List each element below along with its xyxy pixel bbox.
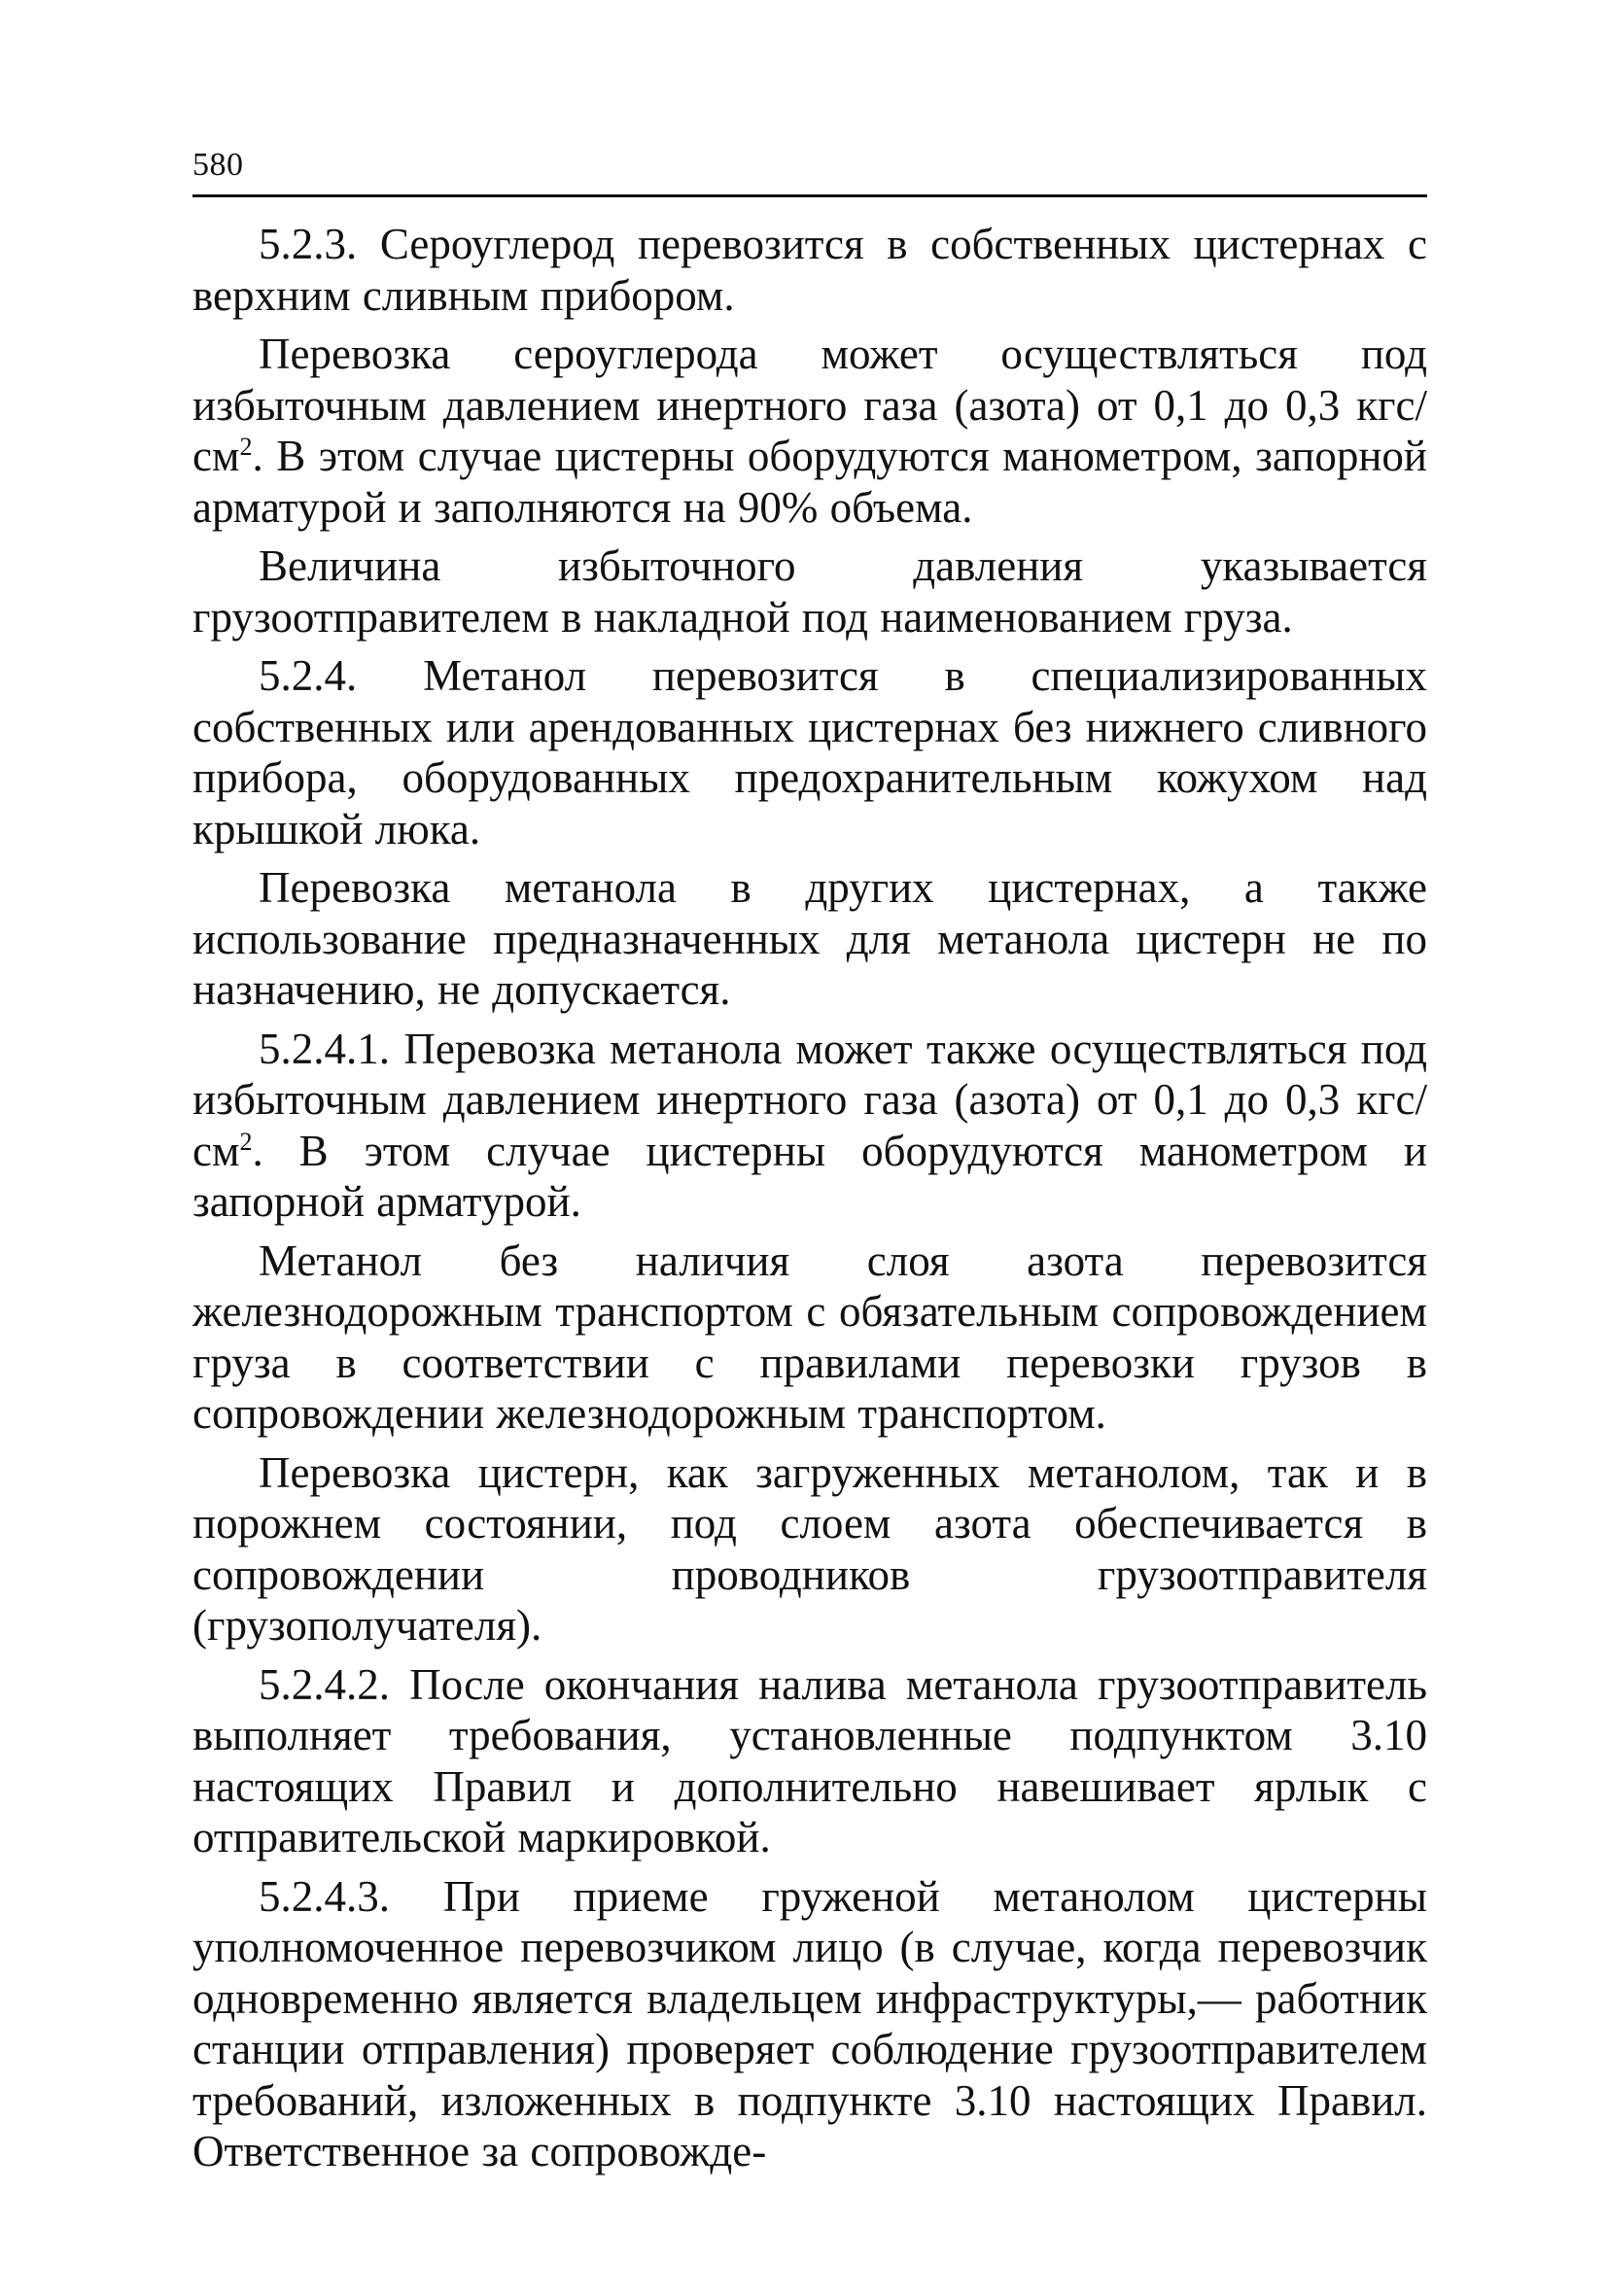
paragraph-5-2-3: 5.2.3. Сероуглерод перевозится в собственных цистернах с верхним сливным прибором. xyxy=(192,220,1427,320)
page-number: 580 xyxy=(192,147,244,183)
paragraph-methanol-without-nitrogen: Метанол без наличия слоя азота перевозится железнодорожным транспортом с обязательным сопровождением груза в соответствии с правилами перевозки грузов в сопровождении железнодорожным транспортом. xyxy=(192,1235,1427,1438)
paragraph-pressure-value: Величина избыточного давления указывается грузоотправителем в накладной под наименованием груза. xyxy=(192,541,1427,642)
superscript: 2 xyxy=(239,433,253,461)
paragraph-5-2-4-1: 5.2.4.1. Перевозка метанола может также осуществляться под избыточным давлением инертного газа (азота) от 0,1 до 0,3 кгс/$см^2$. В этом случае цистерны оборудуются манометром и запорной арматурой. xyxy=(192,1024,1427,1226)
paragraph-5-2-4-2: 5.2.4.2. После окончания налива метанола грузоотправитель выполняет требования, установленные подпунктом 3.10 настоящих Правил и дополнительно навешивает ярлык с отправительской маркировкой. xyxy=(192,1659,1427,1861)
document-page xyxy=(192,146,1427,2185)
superscript: 2 xyxy=(239,1127,253,1156)
paragraph-5-2-4: 5.2.4. Метанол перевозится в специализированных собственных или арендованных цистернах без нижнего сливного прибора, оборудованных предохранительным кожухом над крышкой люка. xyxy=(192,651,1427,853)
paragraph-carbon-disulfide-pressure: Перевозка сероуглерода может осуществляться под избыточным давлением инертного газа (азота) от 0,1 до 0,3 кгс/$см^2$. В этом случае цистерны оборудуются манометром, запорной арматурой и заполняются на 90% объема. xyxy=(192,330,1427,532)
paragraph-5-2-4-3: 5.2.4.3. При приеме груженой метанолом цистерны уполномоченное перевозчиком лицо (в случае, когда перевозчик одновременно является владельцем инфраструктуры,— работник станции отправления) проверяет соблюдение грузоотправителем требований, изложенных в подпункте 3.10 настоящих Правил. Ответственное за сопровожде- xyxy=(192,1871,1427,2175)
paragraph-tank-transport-escort: Перевозка цистерн, как загруженных метанолом, так и в порожнем состоянии, под слоем азота обеспечивается в сопровождении проводников грузоотправителя (грузополучателя). xyxy=(192,1447,1427,1650)
header-rule xyxy=(192,194,1427,197)
paragraph-methanol-other-tanks: Перевозка метанола в других цистернах, а также использование предназначенных для метанола цистерн не по назначению, не допускается. xyxy=(192,863,1427,1014)
